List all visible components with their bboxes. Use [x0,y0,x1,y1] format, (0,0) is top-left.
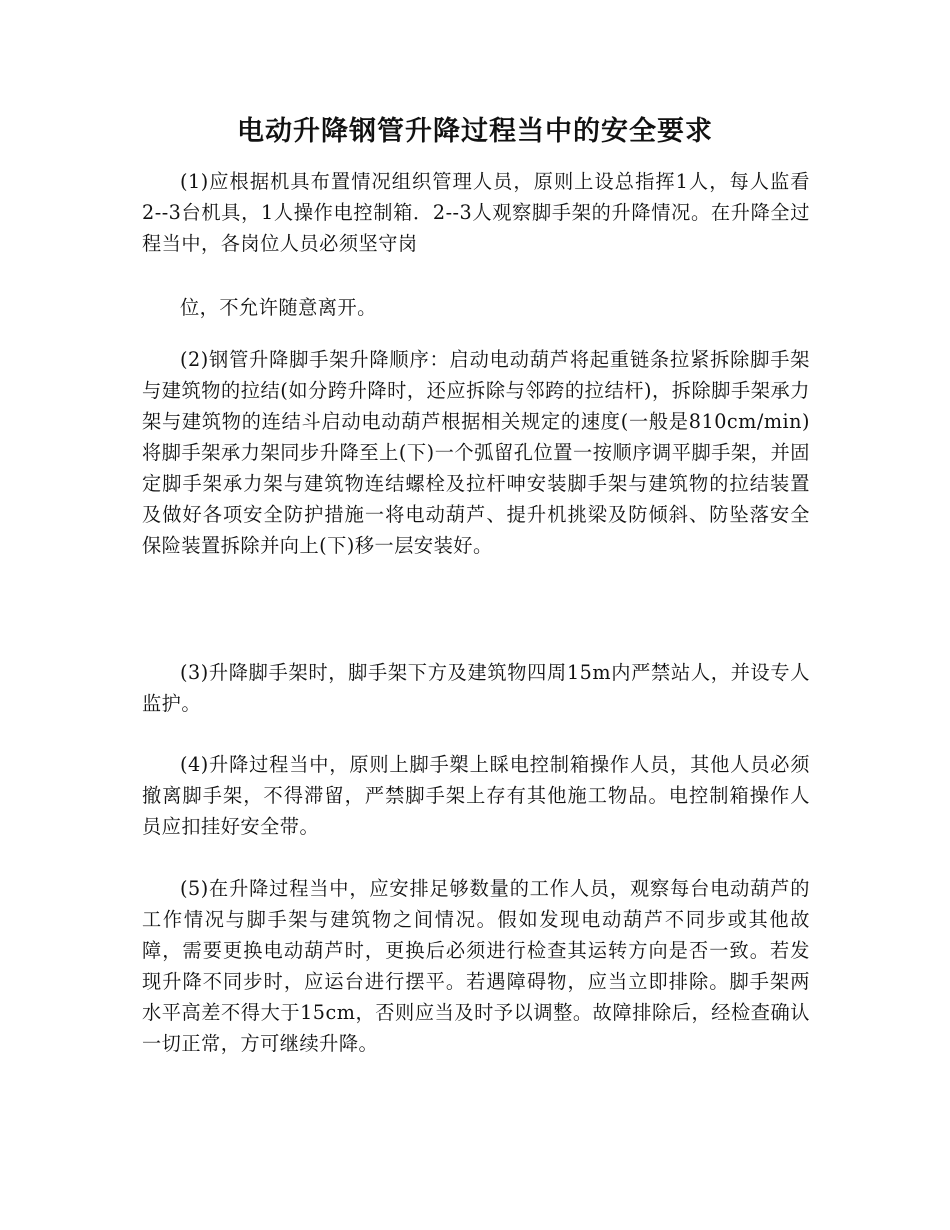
paragraph-3: (3)升降脚手架时，脚手架下方及建筑物四周15m内严禁站人，并设专人监护。 [142,661,810,715]
paragraph-4: (4)升降过程当中，原则上脚手槊上睬电控制箱操作人员，其他人员必须撤离脚手架，不得滞留，严禁脚手架上存有其他施工物品。电控制箱操作人员应扣挂好安全带。 [142,753,810,838]
paragraph-5: (5)在升降过程当中，应安排足够数量的工作人员，观察每台电动葫芦的工作情况与脚手架与建筑物之间情况。假如发现电动葫芦不同步或其他故障，需要更换电动葫芦时，更换后必须进行检查其运转方向是否一致。若发现升降不同步时，应运台进行摆平。若遇障碍物，应当立即排除。脚手架两水平高差不得大于15cm，否则应当及时予以调整。故障排除后，经检查确认一切正常，方可继续升降。 [142,877,810,1055]
document-title: 电动升降钢管升降过程当中的安全要求 [237,116,713,147]
paragraph-1-continued: 位，不允许随意离开。 [180,296,377,319]
paragraph-2: (2)钢管升降脚手架升降顺序：启动电动葫芦将起重链条拉紧拆除脚手架与建筑物的拉结(如分跨升降时，还应拆除与邻跨的拉结杆)，拆除脚手架承力架与建筑物的连结斗启动电动葫芦根据相关规定的速度(一般是810cm/min)将脚手架承力架同步升降至上(下)一个弧留孔位置一按顺序调平脚手架，并固定脚手架承力架与建筑物连结螺栓及拉杆呻安装脚手架与建筑物的拉结装置及做好各项安全防护措施一将电动葫芦、提升机挑梁及防倾斜、防坠落安全保险装置拆除并向上(下)移一层安装好。 [142,348,810,557]
paragraph-1: (1)应根据机具布置情况组织管理人员，原则上设总指挥1人，每人监看2--3台机具，1人操作电控制箱．2--3人观察脚手架的升降情况。在升降全过程当中，各岗位人员必须坚守岗 [142,170,810,255]
